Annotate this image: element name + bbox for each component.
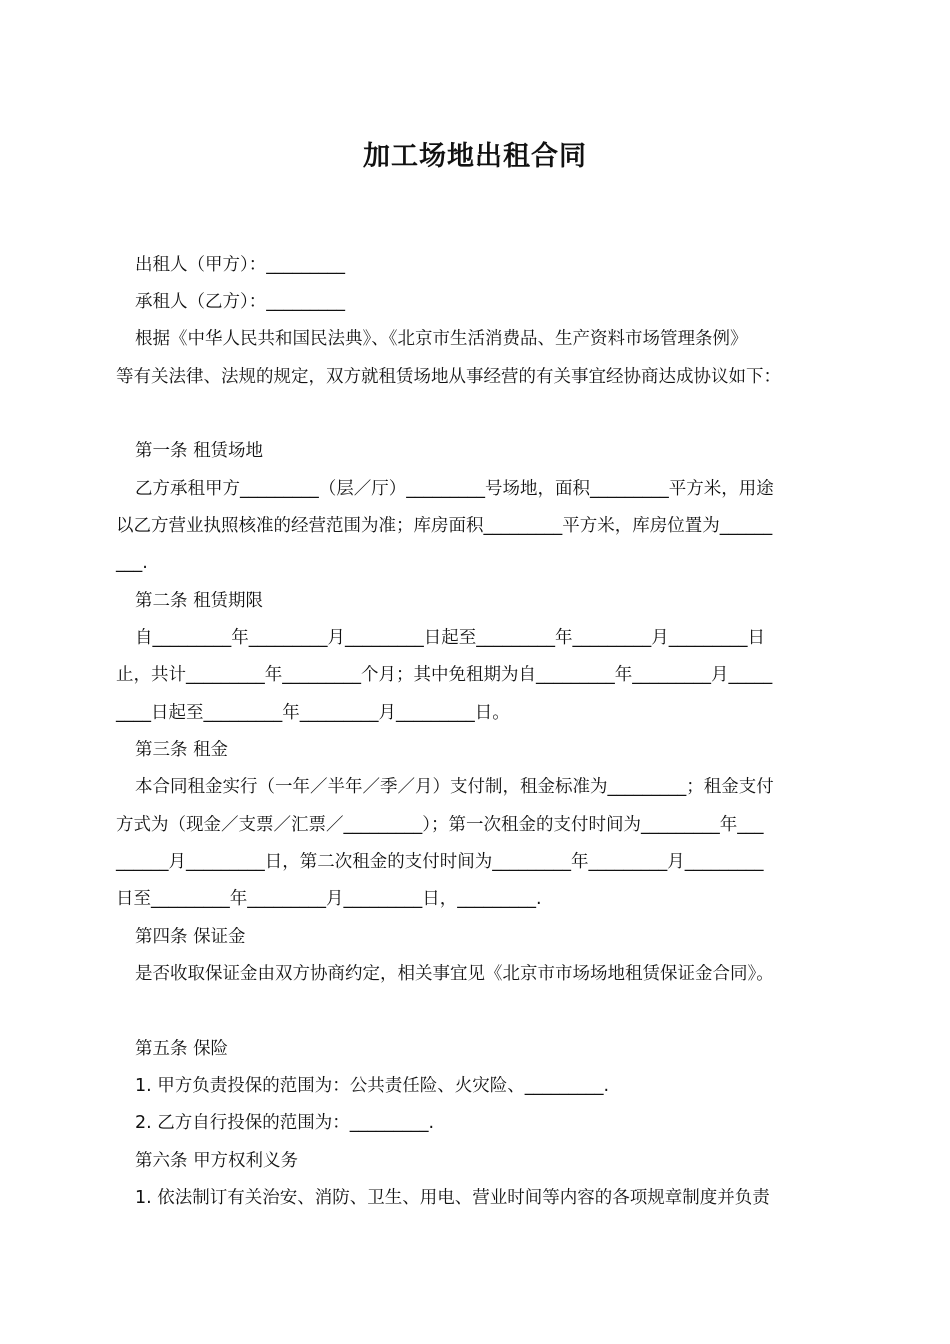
article-3-line-2: 方式为（现金／支票／汇票／_________）；第一次租金的支付时间为_________年___: [116, 815, 764, 835]
lessor-line: 出租人（甲方）：_________: [135, 255, 345, 275]
article-3-line-3: ______月_________日，第二次租金的支付时间为_________年_________月_________: [116, 852, 764, 872]
article-3-heading: 第三条 租金: [135, 740, 229, 760]
article-2-line-1: 自_________年_________月_________日起至_________年_________月_________日: [135, 628, 765, 648]
document-title: 加工场地出租合同: [363, 141, 587, 172]
article-2-line-2: 止，共计_________年_________个月；其中免租期为自_________年_________月_____: [116, 665, 773, 685]
preamble-line-2: 等有关法律、法规的规定，双方就租赁场地从事经营的有关事宜经协商达成协议如下：: [116, 367, 781, 387]
article-4-line-1: 是否收取保证金由双方协商约定，相关事宜见《北京市市场场地租赁保证金合同》。: [135, 964, 774, 984]
article-1-line-1: 乙方承租甲方_________（层／厅）_________号场地，面积_________平方米，用途: [135, 479, 774, 499]
article-5-item-1: 1. 甲方负责投保的范围为：公共责任险、火灾险、_________.: [135, 1076, 610, 1096]
article-1-line-3: ___.: [116, 553, 148, 573]
article-1-line-2: 以乙方营业执照核准的经营范围为准；库房面积_________平方米，库房位置为______: [116, 516, 773, 536]
article-2-line-3: ____日起至_________年_________月_________日。: [116, 703, 510, 723]
article-6-item-1: 1. 依法制订有关治安、消防、卫生、用电、营业时间等内容的各项规章制度并负责: [135, 1188, 770, 1208]
article-1-heading: 第一条 租赁场地: [135, 441, 264, 461]
lessee-line: 承租人（乙方）：_________: [135, 292, 345, 312]
article-2-heading: 第二条 租赁期限: [135, 591, 264, 611]
article-6-heading: 第六条 甲方权利义务: [135, 1151, 299, 1171]
article-4-heading: 第四条 保证金: [135, 927, 246, 947]
article-3-line-4: 日至_________年_________月_________日，_________.: [116, 889, 542, 909]
article-5-heading: 第五条 保险: [135, 1039, 229, 1059]
article-3-line-1: 本合同租金实行（一年／半年／季／月）支付制，租金标准为_________；租金支付: [135, 777, 774, 797]
preamble-line-1: 根据《中华人民共和国民法典》、《北京市生活消费品、生产资料市场管理条例》: [135, 329, 748, 349]
article-5-item-2: 2. 乙方自行投保的范围为：_________.: [135, 1113, 435, 1133]
